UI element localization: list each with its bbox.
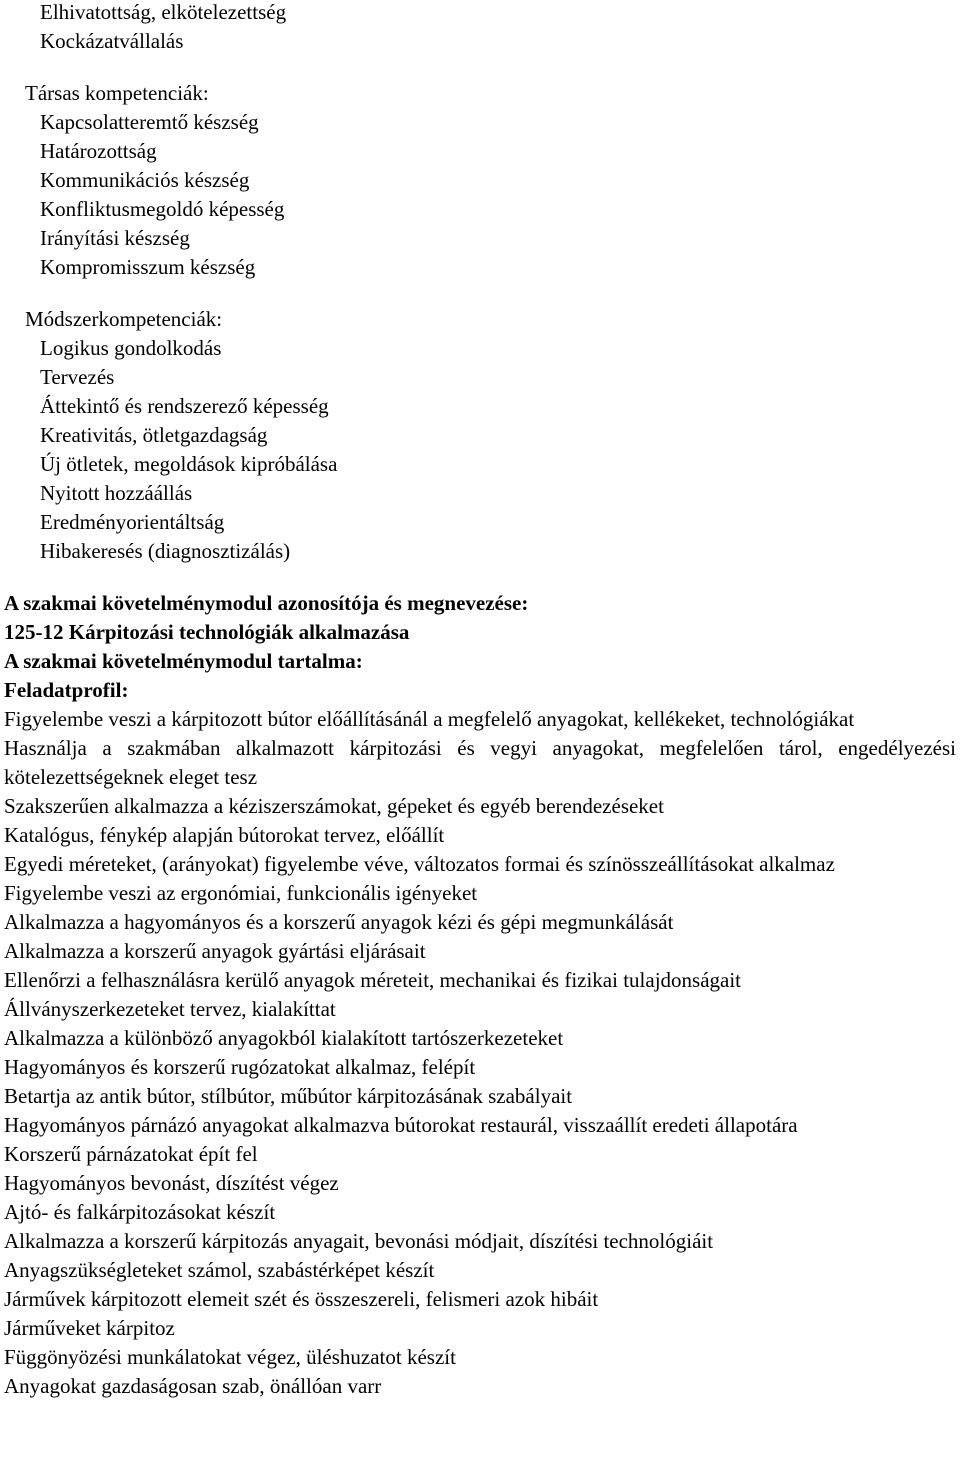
task-item: Alkalmazza a korszerű anyagok gyártási eljárásait bbox=[4, 939, 426, 963]
task-item: Ellenőrzi a felhasználásra kerülő anyagok méreteit, mechanikai és fizikai tulajdonságait bbox=[4, 968, 742, 992]
list-item: Kreativitás, ötletgazdagság bbox=[40, 423, 268, 447]
module-id-heading: A szakmai követelménymodul azonosítója és megnevezése: bbox=[4, 591, 529, 615]
list-item: Áttekintő és rendszerező képesség bbox=[40, 394, 329, 418]
list-item: Kommunikációs készség bbox=[40, 168, 250, 192]
list-item: Logikus gondolkodás bbox=[40, 336, 222, 360]
task-item: Alkalmazza a korszerű kárpitozás anyagait, bevonási módjait, díszítési technológiáit bbox=[4, 1229, 714, 1253]
task-item: Egyedi méreteket, (arányokat) figyelembe véve, változatos formai és színösszeállításokat alkalmaz bbox=[4, 852, 835, 876]
list-item: Hibakeresés (diagnosztizálás) bbox=[40, 539, 291, 563]
module-id-value: 125-12 Kárpitozási technológiák alkalmazása bbox=[4, 620, 410, 644]
section-heading: Módszerkompetenciák: bbox=[25, 307, 223, 331]
task-item: Anyagokat gazdaságosan szab, önállóan varr bbox=[4, 1374, 382, 1398]
task-item: Hagyományos párnázó anyagokat alkalmazva bútorokat restaurál, visszaállít eredeti állapotára bbox=[4, 1113, 798, 1137]
module-section bbox=[0, 589, 960, 1401]
task-item: Anyagszükségleteket számol, szabástérképet készít bbox=[4, 1258, 435, 1282]
list-item: Kapcsolatteremtő készség bbox=[40, 110, 259, 134]
spacer bbox=[0, 56, 960, 79]
task-item: Hagyományos és korszerű rugózatokat alkalmaz, felépít bbox=[4, 1055, 476, 1079]
task-item: Szakszerűen alkalmazza a kéziszerszámokat, gépeket és egyéb berendezéseket bbox=[4, 794, 664, 818]
task-item: Korszerű párnázatokat épít fel bbox=[4, 1142, 258, 1166]
spacer bbox=[0, 282, 960, 305]
task-item: Alkalmazza a hagyományos és a korszerű anyagok kézi és gépi megmunkálását bbox=[4, 910, 674, 934]
list-item: Nyitott hozzáállás bbox=[40, 481, 193, 505]
task-profile-heading: Feladatprofil: bbox=[4, 678, 129, 702]
list-item: Elhivatottság, elkötelezettség bbox=[40, 0, 287, 24]
task-item: Állványszerkezeteket tervez, kialakíttat bbox=[4, 997, 336, 1021]
competency-list-continued bbox=[0, 0, 960, 56]
list-item: Új ötletek, megoldások kipróbálása bbox=[40, 452, 338, 476]
list-item: Határozottság bbox=[40, 139, 157, 163]
social-competencies-section bbox=[0, 79, 960, 282]
list-item: Kockázatvállalás bbox=[40, 29, 184, 53]
task-item: Alkalmazza a különböző anyagokból kialakított tartószerkezeteket bbox=[4, 1026, 564, 1050]
task-item: Ajtó- és falkárpitozásokat készít bbox=[4, 1200, 276, 1224]
section-heading: Társas kompetenciák: bbox=[25, 81, 209, 105]
task-item: Figyelembe veszi az ergonómiai, funkcionális igényeket bbox=[4, 881, 478, 905]
task-item: Függönyözési munkálatokat végez, üléshuzatot készít bbox=[4, 1345, 456, 1369]
task-item: Hagyományos bevonást, díszítést végez bbox=[4, 1171, 339, 1195]
task-item: Járművek kárpitozott elemeit szét és összeszereli, felismeri azok hibáit bbox=[4, 1287, 599, 1311]
list-item: Konfliktusmegoldó képesség bbox=[40, 197, 285, 221]
list-item: Tervezés bbox=[40, 365, 115, 389]
task-item: Katalógus, fénykép alapján bútorokat tervez, előállít bbox=[4, 823, 445, 847]
task-item: Figyelembe veszi a kárpitozott bútor előállításánál a megfelelő anyagokat, kellékeket, technológiákat bbox=[4, 707, 855, 731]
list-item: Eredményorientáltság bbox=[40, 510, 225, 534]
spacer bbox=[0, 566, 960, 589]
method-competencies-section bbox=[0, 305, 960, 566]
list-item: Irányítási készség bbox=[40, 226, 190, 250]
list-item: Kompromisszum készség bbox=[40, 255, 256, 279]
task-item: Használja a szakmában alkalmazott kárpitozási és vegyi anyagokat, megfelelően tárol, engedélyezési kötelezettségeknek eleget tesz bbox=[4, 736, 956, 789]
task-item: Járműveket kárpitoz bbox=[4, 1316, 175, 1340]
task-item: Betartja az antik bútor, stílbútor, műbútor kárpitozásának szabályait bbox=[4, 1084, 573, 1108]
module-content-heading: A szakmai követelménymodul tartalma: bbox=[4, 649, 363, 673]
